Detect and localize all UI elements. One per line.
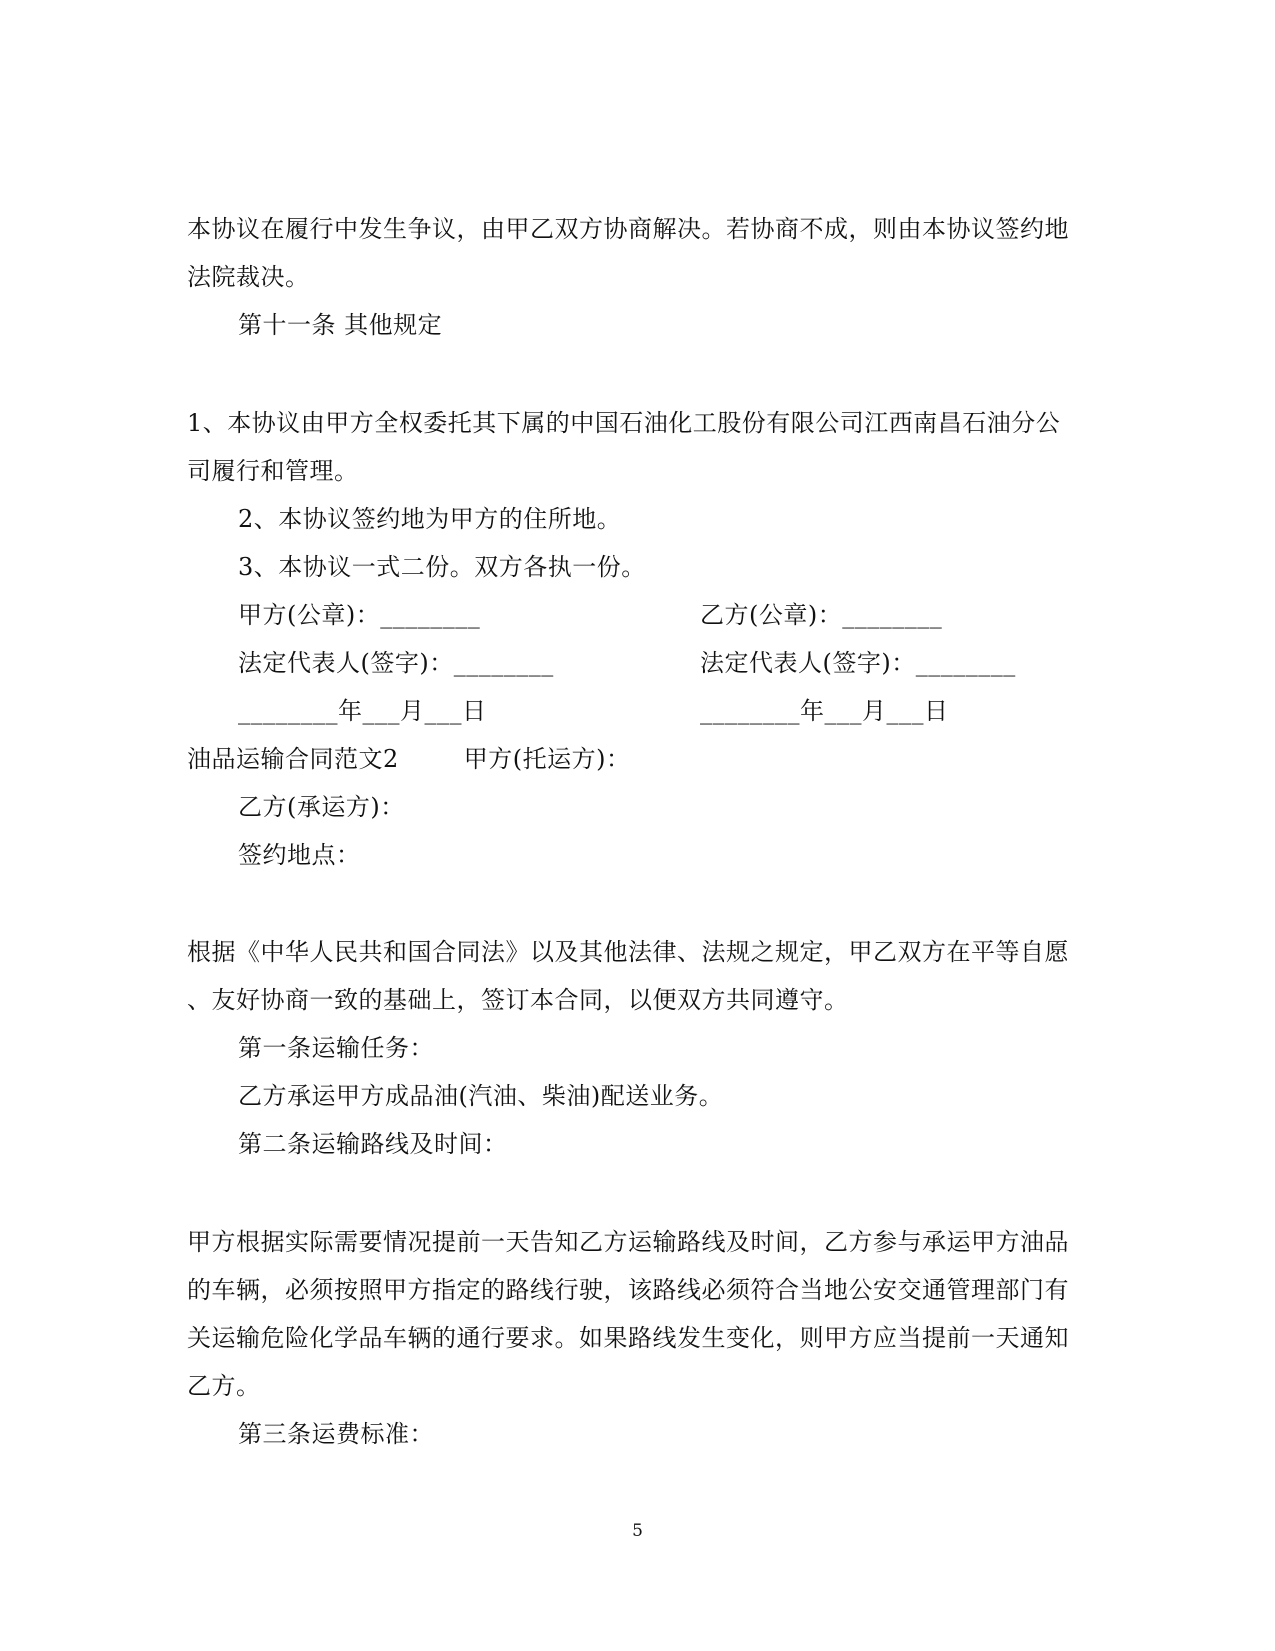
dispute-text-line-1: 本协议在履行中发生争议，由甲乙双方协商解决。若协商不成，则由本协议签约地 xyxy=(187,215,1069,243)
dispute-text-line-2: 法院裁决。 xyxy=(187,263,310,291)
contract-2-party-b: 乙方(承运方)： xyxy=(238,793,405,821)
article-11-heading: 第十一条 其他规定 xyxy=(238,311,443,339)
article-3-heading: 第三条运费标准： xyxy=(238,1420,434,1448)
party-b-representative-field: 法定代表人(签字)：________ xyxy=(700,649,1016,677)
party-b-date-field: ________年___月___日 xyxy=(700,697,949,725)
contract-2-title-line: 油品运输合同范文2 甲方(托运方)： xyxy=(187,745,631,773)
article-2-line-4: 乙方。 xyxy=(187,1372,261,1400)
party-b-seal-field: 乙方(公章)：________ xyxy=(700,601,943,629)
article-2-line-3: 关运输危险化学品车辆的通行要求。如果路线发生变化，则甲方应当提前一天通知 xyxy=(187,1324,1069,1352)
contract-2-preamble-line-1: 根据《中华人民共和国合同法》以及其他法律、法规之规定，甲乙双方在平等自愿 xyxy=(187,938,1069,966)
article-2-line-2: 的车辆，必须按照甲方指定的路线行驶，该路线必须符合当地公安交通管理部门有 xyxy=(187,1276,1069,1304)
article-11-item-2: 2、本协议签约地为甲方的住所地。 xyxy=(238,505,622,533)
page-number: 5 xyxy=(632,1521,643,1541)
party-a-representative-field: 法定代表人(签字)：________ xyxy=(238,649,554,677)
contract-2-preamble-line-2: 、友好协商一致的基础上，签订本合同，以便双方共同遵守。 xyxy=(187,986,849,1014)
article-11-item-3: 3、本协议一式二份。双方各执一份。 xyxy=(238,553,646,581)
article-11-item-1-line-1: 1、本协议由甲方全权委托其下属的中国石油化工股份有限公司江西南昌石油分公 xyxy=(187,409,1061,437)
article-2-line-1: 甲方根据实际需要情况提前一天告知乙方运输路线及时间，乙方参与承运甲方油品 xyxy=(187,1228,1069,1256)
article-1-text: 乙方承运甲方成品油(汽油、柴油)配送业务。 xyxy=(238,1082,724,1110)
party-a-date-field: ________年___月___日 xyxy=(238,697,487,725)
article-11-item-1-line-2: 司履行和管理。 xyxy=(187,457,359,485)
contract-2-signing-place: 签约地点： xyxy=(238,841,361,869)
party-a-seal-field: 甲方(公章)：________ xyxy=(238,601,481,629)
article-2-heading: 第二条运输路线及时间： xyxy=(238,1130,508,1158)
article-1-heading: 第一条运输任务： xyxy=(238,1034,434,1062)
